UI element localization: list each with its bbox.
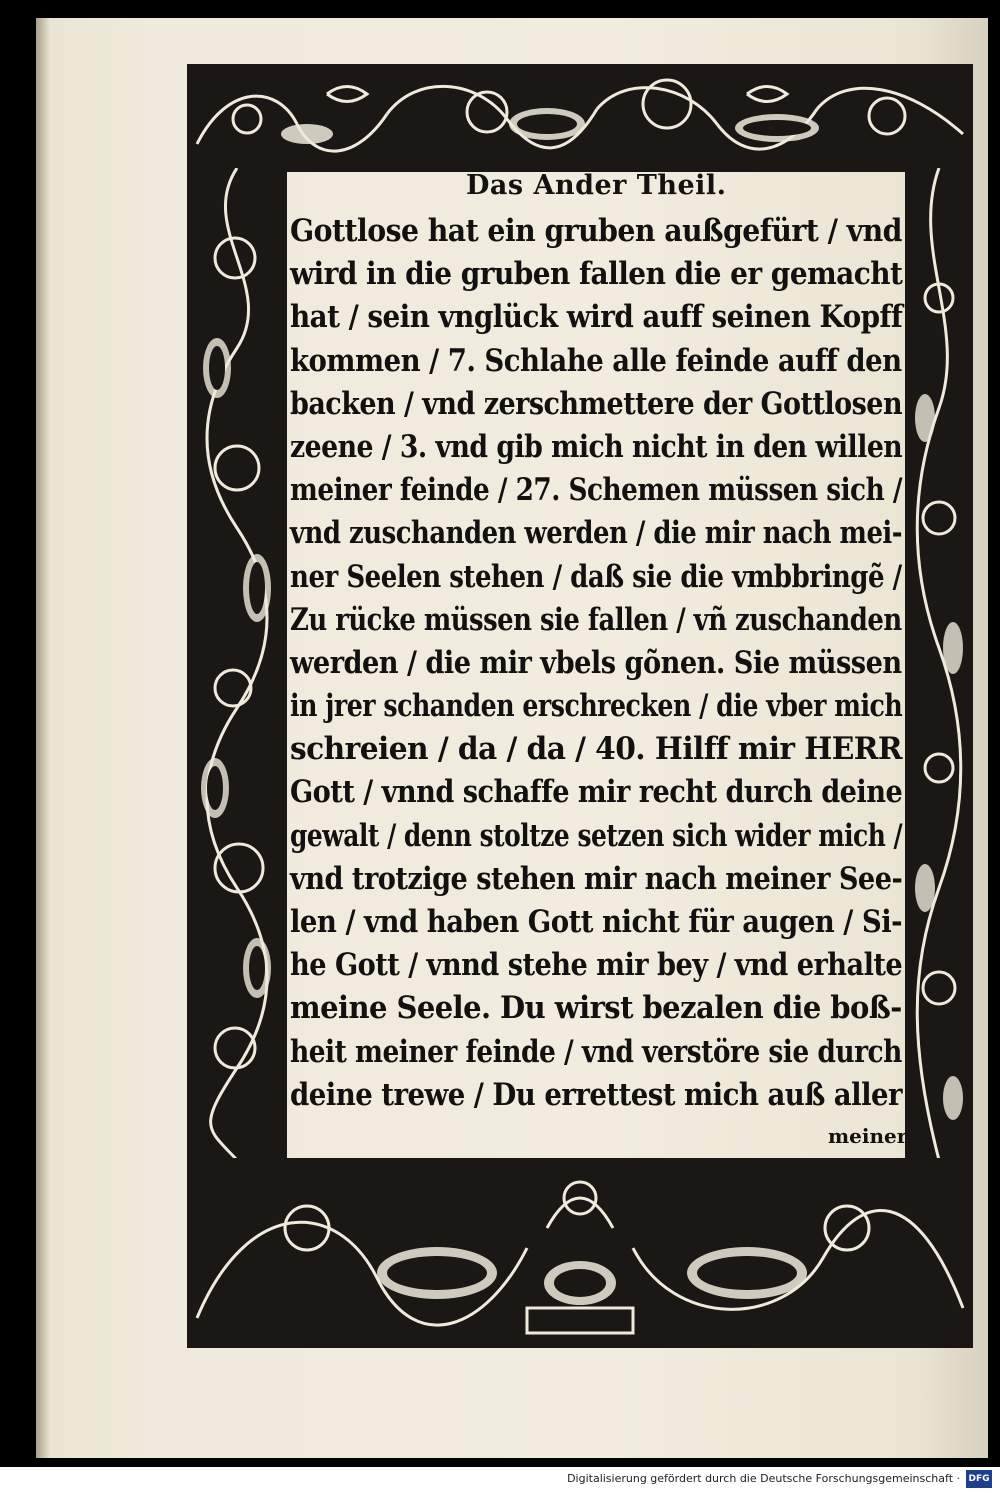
ornament-left-graphic [187, 168, 287, 1160]
dfg-logo: DFG [966, 1470, 992, 1488]
page-gutter-shadow [36, 18, 50, 1458]
text-line: hat / sein vnglück wird auff seinen Kopff [290, 299, 903, 336]
ornament-bottom-graphic [187, 1158, 973, 1348]
text-line: Gott / vnnd schaffe mir recht durch deine [290, 774, 903, 811]
funding-credit: Digitalisierung gefördert durch die Deutsche Forschungsgemeinschaft · [567, 1472, 960, 1485]
text-line: Zu rücke müssen sie fallen / vñ zuschanden [290, 601, 902, 638]
ornament-top-graphic [187, 64, 973, 172]
text-line: schreien / da / da / 40. Hilff mir HERR [290, 731, 902, 768]
running-head: Das Ander Theil. [466, 170, 727, 201]
text-line: he Gott / vnnd stehe mir bey / vnd erhalte [290, 947, 903, 984]
body-text [290, 210, 902, 1117]
text-line: len / vnd haben Gott nicht für augen / Si- [290, 904, 903, 940]
text-line: werden / die mir vbels gõnen. Sie müssen [290, 644, 902, 681]
text-line: vnd trotzige stehen mir nach meiner See- [290, 860, 903, 897]
text-line: vnd zuschanden werden / die mir nach mei- [290, 515, 903, 552]
woodcut-border-right [905, 168, 973, 1160]
catchword: meiner [828, 1124, 908, 1148]
text-line: meiner feinde / 27. Schemen müssen sich / [290, 472, 902, 509]
text-line: zeene / 3. vnd gib mich nicht in den willen [290, 428, 903, 465]
text-line: meine Seele. Du wirst bezalen die boß- [290, 990, 902, 1027]
ornament-right-graphic [905, 168, 973, 1160]
text-line: deine trewe / Du errettest mich auß aller [290, 1076, 903, 1113]
woodcut-border-bottom [187, 1158, 973, 1348]
text-line: heit meiner feinde / vnd verstöre sie durch [290, 1033, 902, 1070]
text-line: gewalt / denn stoltze setzen sich wider mich / [290, 817, 903, 854]
text-line: Gottlose hat ein gruben außgefürt / vnd [290, 213, 902, 249]
text-line: kommen / 7. Schlahe alle feinde auff den [290, 342, 902, 379]
text-line: ner Seelen stehen / daß sie die vmbbringẽ / [290, 558, 902, 595]
woodcut-border-left [187, 168, 287, 1160]
text-line: backen / vnd zerschmettere der Gottlosen [290, 385, 903, 422]
woodcut-border-top [187, 64, 973, 172]
text-line: in jrer schanden erschrecken / die vber mich [290, 688, 903, 725]
text-line: wird in die gruben fallen die er gemacht [290, 256, 903, 293]
